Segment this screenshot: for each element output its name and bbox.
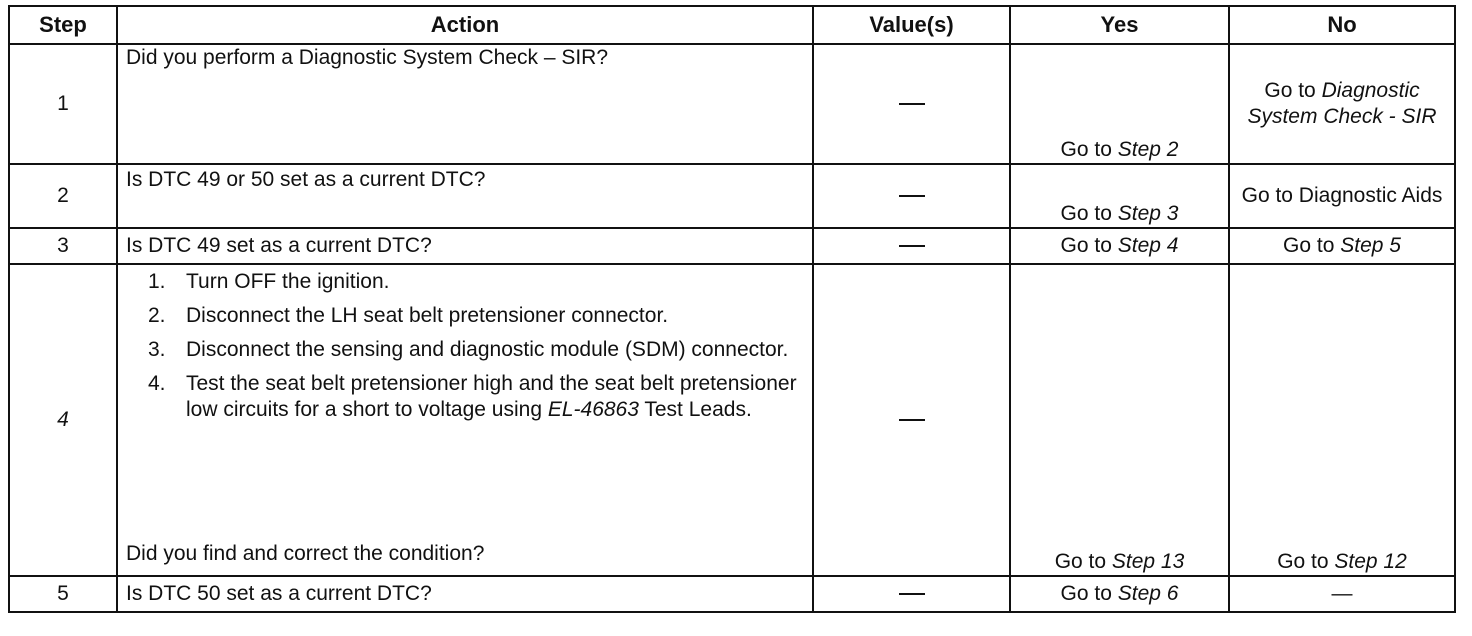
yes-prefix: Go to xyxy=(1060,138,1118,161)
table-row xyxy=(9,576,1455,612)
value-cell xyxy=(813,228,1010,264)
yes-link[interactable]: Step 6 xyxy=(1117,582,1179,605)
substep-text: Test the seat belt pretensioner high and the seat belt pretensioner low circuits for a short to voltage using xyxy=(186,372,797,421)
value-dash xyxy=(899,245,925,247)
header-step: Step xyxy=(9,6,117,44)
no-link[interactable]: Diagnostic System Check - SIR xyxy=(1247,79,1437,128)
header-no: No xyxy=(1229,6,1455,44)
step-number: 2 xyxy=(9,164,117,228)
substep-number: 2. xyxy=(148,304,166,327)
step-number: 3 xyxy=(9,228,117,264)
step-number: 1 xyxy=(9,44,117,164)
no-prefix: Go to xyxy=(1277,550,1335,573)
substep-text: Turn OFF the ignition. xyxy=(186,270,390,293)
value-cell xyxy=(813,44,1010,164)
no-link[interactable]: Step 5 xyxy=(1340,234,1401,257)
list-item xyxy=(148,303,804,329)
header-action: Action xyxy=(117,6,813,44)
no-prefix: Go to xyxy=(1264,79,1322,102)
substep-list xyxy=(126,269,804,423)
yes-prefix: Go to xyxy=(1060,202,1118,225)
no-cell xyxy=(1229,44,1455,164)
table-row xyxy=(9,164,1455,228)
table-row xyxy=(9,228,1455,264)
value-cell xyxy=(813,264,1010,576)
substep-text: Disconnect the LH seat belt pretensioner connector. xyxy=(186,304,669,327)
value-cell xyxy=(813,576,1010,612)
question-text: Did you find and correct the condition? xyxy=(126,542,485,565)
substep-number: 1. xyxy=(148,270,166,293)
action-text: Did you perform a Diagnostic System Check – SIR? xyxy=(117,44,813,164)
yes-cell xyxy=(1010,44,1229,164)
no-link[interactable]: Step 12 xyxy=(1334,550,1407,573)
yes-cell xyxy=(1010,576,1229,612)
yes-cell xyxy=(1010,228,1229,264)
list-item xyxy=(148,269,804,295)
no-cell xyxy=(1229,164,1455,228)
yes-prefix: Go to xyxy=(1060,234,1118,257)
table-row xyxy=(9,264,1455,576)
value-dash xyxy=(899,419,925,421)
substep-number: 4. xyxy=(148,372,166,395)
value-cell xyxy=(813,164,1010,228)
step-number: 5 xyxy=(9,576,117,612)
step-number: 4 xyxy=(9,264,117,576)
header-row xyxy=(9,6,1455,44)
substep-number: 3. xyxy=(148,338,166,361)
action-text: Is DTC 49 set as a current DTC? xyxy=(117,228,813,264)
value-dash xyxy=(899,593,925,595)
substep-text: Disconnect the sensing and diagnostic module (SDM) connector. xyxy=(186,338,789,361)
substep-tail: Test Leads. xyxy=(638,398,752,421)
yes-link[interactable]: Step 4 xyxy=(1117,234,1179,257)
header-values: Value(s) xyxy=(813,6,1010,44)
no-cell xyxy=(1229,228,1455,264)
no-cell xyxy=(1229,264,1455,576)
diagnostic-table xyxy=(8,5,1456,613)
yes-cell xyxy=(1010,264,1229,576)
value-dash xyxy=(899,195,925,197)
header-yes: Yes xyxy=(1010,6,1229,44)
yes-prefix: Go to xyxy=(1060,582,1118,605)
yes-link[interactable]: Step 13 xyxy=(1111,550,1185,573)
yes-prefix: Go to xyxy=(1054,550,1112,573)
action-text: Is DTC 49 or 50 set as a current DTC? xyxy=(117,164,813,228)
action-cell xyxy=(117,264,813,576)
no-value: — xyxy=(1331,582,1353,605)
no-prefix: Go to xyxy=(1283,234,1341,257)
yes-link[interactable]: Step 2 xyxy=(1117,138,1179,161)
no-cell xyxy=(1229,576,1455,612)
list-item xyxy=(148,371,804,423)
tool-reference[interactable]: EL-46863 xyxy=(547,398,639,421)
no-link[interactable]: Go to Diagnostic Aids xyxy=(1241,184,1443,207)
list-item xyxy=(148,337,804,363)
yes-link[interactable]: Step 3 xyxy=(1117,202,1179,225)
yes-cell xyxy=(1010,164,1229,228)
action-text: Is DTC 50 set as a current DTC? xyxy=(117,576,813,612)
table-row xyxy=(9,44,1455,164)
value-dash xyxy=(899,103,925,105)
